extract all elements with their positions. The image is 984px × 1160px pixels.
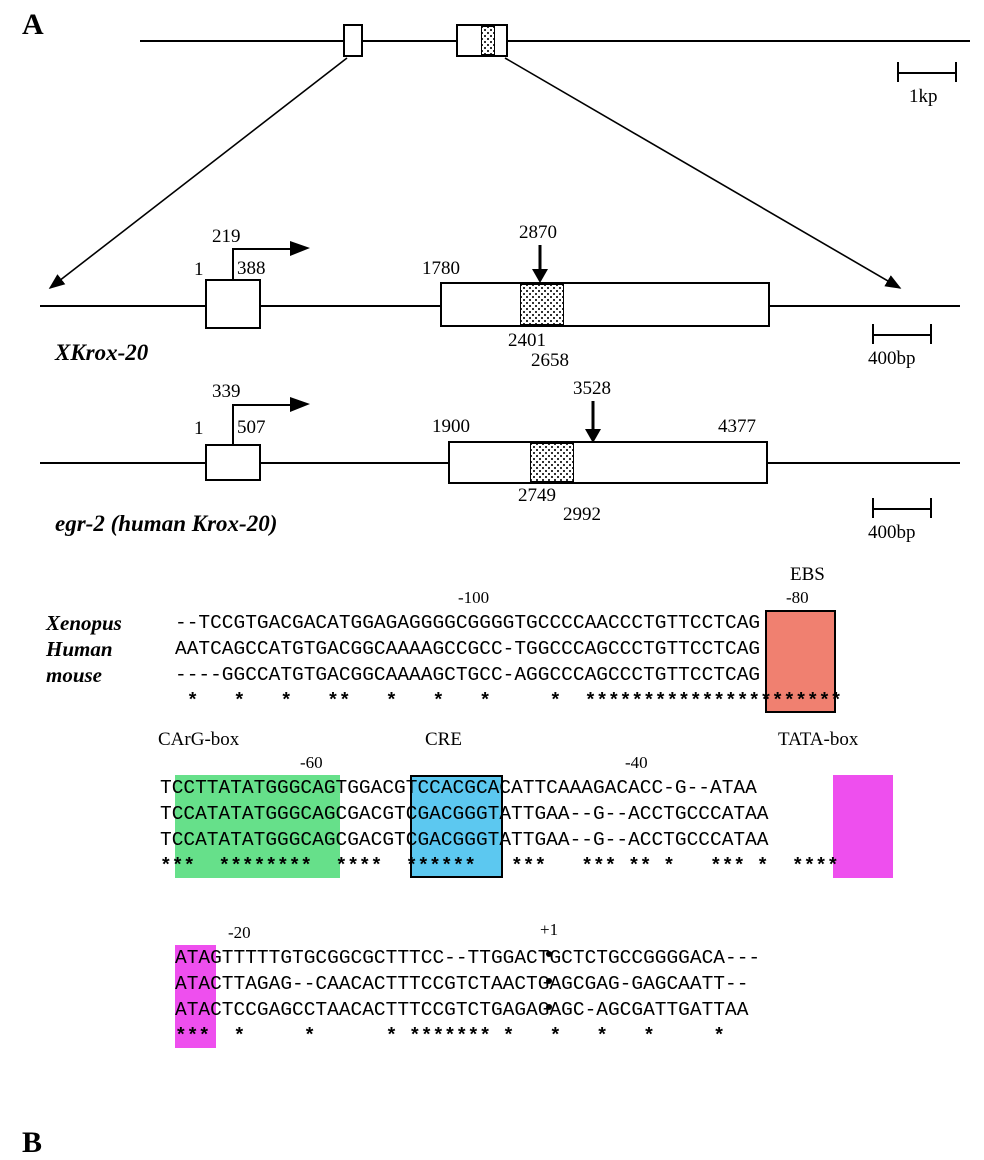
xkrox-gene-name: XKrox-20	[55, 340, 149, 365]
egr2-scalebar-right-tick	[930, 498, 932, 518]
egr2-gene-name: egr-2 (human Krox-20)	[55, 511, 278, 536]
xkrox-label-388: 388	[237, 258, 266, 279]
xkrox-tss-stem	[232, 248, 234, 280]
block3-tick-plus1: +1	[540, 920, 559, 939]
egr2-tss-arrowhead	[290, 394, 314, 416]
xkrox-exon-1	[205, 279, 261, 329]
xkrox-scalebar-right-tick	[930, 324, 932, 344]
block3-seq-human: ATACTTAGAG--CAACACTTTCCGTCTAACTGAGCGAG-GAGCAATT--	[175, 973, 749, 995]
egr2-label-2749: 2749	[518, 485, 556, 506]
block1-seq-xenopus: --TCCGTGACGACATGGAGAGGGGCGGGGTGCCCCAACCCTGTTCCTCAG	[175, 612, 761, 634]
egr2-scalebar	[872, 508, 932, 510]
block3-seq-xenopus: ATAGTTTTTGTGCGGCGCTTTCC--TTGGACTGCTCTGCCGGGGACA---	[175, 947, 761, 969]
xkrox-label-219: 219	[212, 226, 241, 247]
egr2-exon-1	[205, 444, 261, 481]
block2-label-cre: CRE	[425, 729, 462, 750]
xkrox-label-2658: 2658	[531, 350, 569, 371]
xkrox-label-2401: 2401	[508, 330, 546, 351]
block2-conservation-stars: *** ******** **** ****** *** *** ** * *** * ****	[160, 855, 839, 877]
egr2-label-1900: 1900	[432, 416, 470, 437]
block1-tick-minus100: -100	[458, 588, 490, 607]
egr2-scalebar-label: 400bp	[868, 522, 916, 543]
xkrox-exon-2	[440, 282, 770, 327]
egr2-zinc-finger	[530, 443, 574, 482]
block2-seq-mouse: TCCATATATGGGCAGCGACGTCGACGGGTATTGAA--G--ACCTGCCCATAA	[160, 829, 769, 851]
egr2-arrow-down	[583, 401, 609, 445]
egr2-label-2992: 2992	[563, 504, 601, 525]
egr2-label-1: 1	[194, 418, 204, 439]
panel-a	[0, 0, 984, 560]
block2-tick-minus40: -40	[625, 753, 648, 772]
block1-conservation-stars: * * * ** * * * * **********************	[175, 690, 843, 712]
species-label-mouse: mouse	[46, 663, 103, 687]
egr2-label-4377: 4377	[718, 416, 756, 437]
species-label-xenopus: Xenopus	[46, 611, 122, 635]
block1-seq-mouse: ----GGCCATGTGACGGCAAAAGCTGCC-AGGCCCAGCCCTGTTCCTCAG	[175, 664, 761, 686]
expansion-lines	[0, 0, 984, 320]
block1-species-labels	[46, 610, 171, 688]
egr2-label-3528: 3528	[573, 378, 611, 399]
block2-label-carg: CArG-box	[158, 729, 240, 750]
xkrox-zinc-finger	[520, 284, 564, 325]
xkrox-scalebar-left-tick	[872, 324, 874, 344]
egr2-label-339: 339	[212, 381, 241, 402]
block3-seq-mouse: ATACTCCGAGCCTAACACTTTCCGTCTGAGAGAGC-AGCGATTGATTAA	[175, 999, 749, 1021]
block1-label-ebs: EBS	[790, 564, 825, 585]
species-label-human: Human	[46, 637, 113, 661]
block2-seq-human: TCCATATATGGGCAGCGACGTCGACGGGTATTGAA--G--ACCTGCCCATAA	[160, 803, 769, 825]
block2-label-tata: TATA-box	[778, 729, 859, 750]
block3-tick-minus20: -20	[228, 923, 251, 942]
block2-seq-xenopus: TCCTTATATGGGCAGTGGACGTCCACGCACATTCAAAGACACC-G--ATAA	[160, 777, 757, 799]
egr2-tss-stem	[232, 404, 234, 446]
xkrox-arrow-down	[530, 245, 556, 285]
xkrox-label-1780: 1780	[422, 258, 460, 279]
xkrox-scalebar-label: 400bp	[868, 348, 916, 369]
xkrox-tss-arm	[232, 248, 297, 250]
egr2-label-507: 507	[237, 417, 266, 438]
egr2-tss-arm	[232, 404, 297, 406]
block2-tick-minus60: -60	[300, 753, 323, 772]
egr2-exon-2	[448, 441, 768, 484]
xkrox-label-2870: 2870	[519, 222, 557, 243]
block1-seq-human: AATCAGCCATGTGACGGCAAAAGCCGCC-TGGCCCAGCCCTGTTCCTCAG	[175, 638, 761, 660]
xkrox-label-1: 1	[194, 259, 204, 280]
egr2-scalebar-left-tick	[872, 498, 874, 518]
xkrox-scalebar	[872, 334, 932, 336]
block1-tick-minus80: -80	[786, 588, 809, 607]
panel-b-letter: B	[22, 1126, 43, 1159]
tata-box-highlight	[833, 775, 893, 878]
scalebar-top-label: 1kp	[909, 86, 938, 107]
panel-b	[0, 560, 984, 1159]
xkrox-tss-arrowhead	[290, 238, 314, 260]
panel-a-letter: A	[22, 8, 44, 41]
block3-conservation-stars: *** * * * ******* * * * * *	[175, 1025, 725, 1047]
